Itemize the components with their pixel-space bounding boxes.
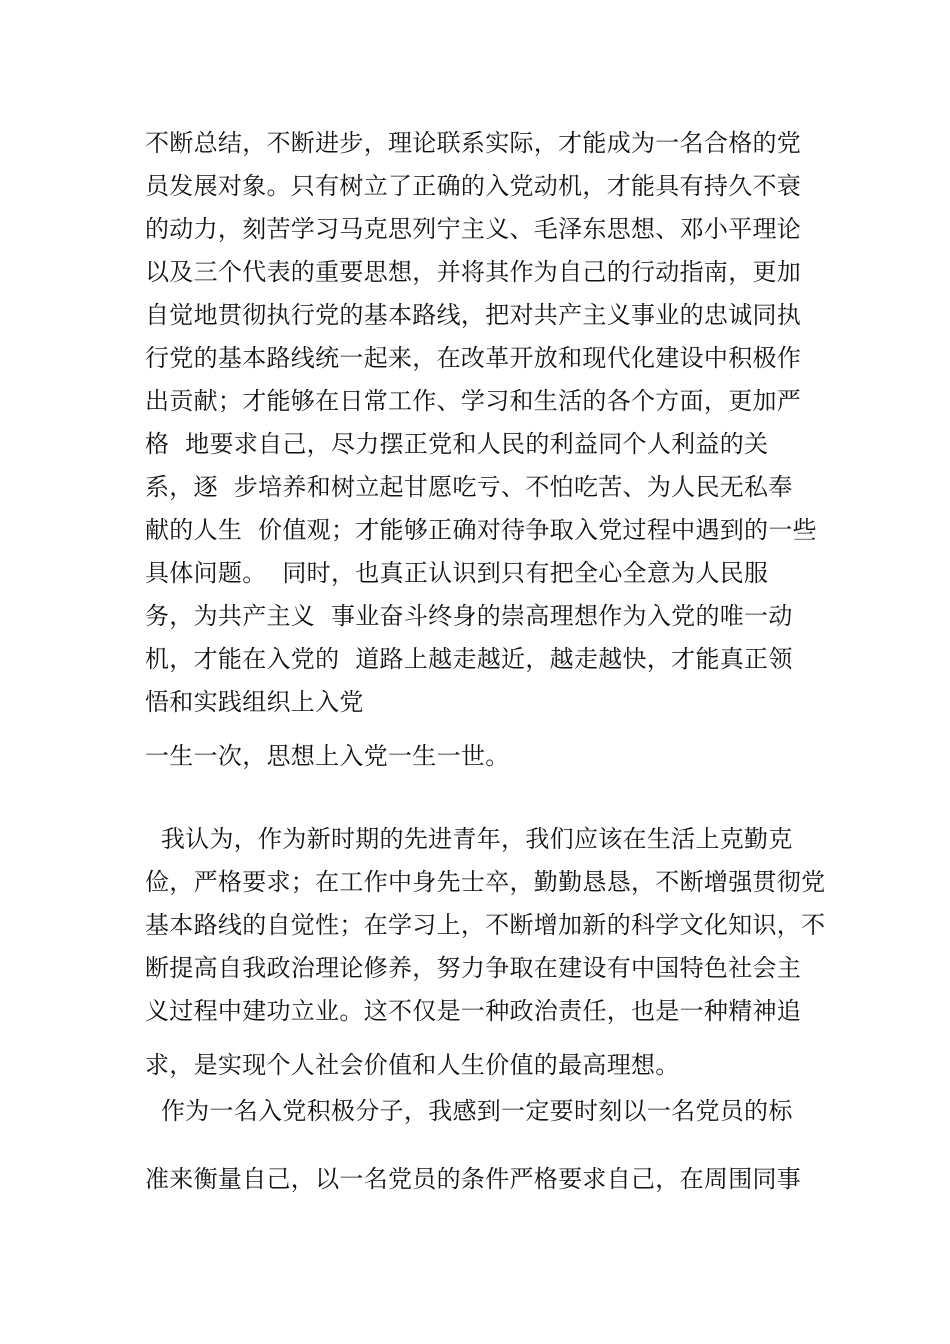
paragraph-2-line-5: 义过程中建功立业。这不仅是一种政治责任，也是一种精神追	[145, 997, 802, 1025]
text-line-7: 出贡献；才能够在日常工作、学习和生活的各个方面，更加严	[145, 387, 802, 415]
text-line-2: 员发展对象。只有树立了正确的入党动机，才能具有持久不衰	[145, 172, 802, 200]
text-line-14: 悟和实践组织上入党	[145, 688, 364, 716]
paragraph-2-line-6: 求，是实现个人社会价值和人生价值的最高理想。	[145, 1051, 680, 1079]
text-line-5: 自觉地贯彻执行党的基本路线，把对共产主义事业的忠诚同执	[145, 301, 802, 329]
text-line-6: 行党的基本路线统一起来，在改革开放和现代化建设中积极作	[145, 344, 802, 372]
text-line-10: 献的人生 价值观；才能够正确对待争取入党过程中遇到的一些	[145, 516, 817, 544]
text-line-1: 不断总结，不断进步，理论联系实际，才能成为一名合格的党	[145, 129, 802, 157]
paragraph-3-line-1: 作为一名入党积极分子，我感到一定要时刻以一名党员的标	[145, 1097, 793, 1125]
text-line-3: 的动力，刻苦学习马克思列宁主义、毛泽东思想、邓小平理论	[145, 215, 802, 243]
text-line-15: 一生一次，思想上入党一生一世。	[145, 742, 510, 770]
text-line-12: 务，为共产主义 事业奋斗终身的崇高理想作为入党的唯一动	[145, 602, 793, 630]
text-line-4: 以及三个代表的重要思想，并将其作为自己的行动指南，更加	[145, 258, 802, 286]
text-line-8: 格 地要求自己，尽力摆正党和人民的利益同个人利益的关	[145, 430, 769, 458]
text-line-13: 机，才能在入党的 道路上越走越近，越走越快，才能真正领	[145, 645, 793, 673]
paragraph-2-line-1: 我认为，作为新时期的先进青年，我们应该在生活上克勤克	[145, 825, 793, 853]
text-line-11: 具体问题。 同时，也真正认识到只有把全心全意为人民服	[145, 559, 769, 587]
paragraph-3-line-2: 准来衡量自己，以一名党员的条件严格要求自己，在周围同事	[145, 1165, 802, 1193]
text-line-9: 系，逐 步培养和树立起甘愿吃亏、不怕吃苦、为人民无私奉	[145, 473, 793, 501]
paragraph-2-line-4: 断提高自我政治理论修养，努力争取在建设有中国特色社会主	[145, 954, 802, 982]
paragraph-2-line-3: 基本路线的自觉性；在学习上，不断增加新的科学文化知识，不	[145, 911, 826, 939]
paragraph-2-line-2: 俭，严格要求；在工作中身先士卒，勤勤恳恳，不断增强贯彻党	[145, 868, 826, 896]
